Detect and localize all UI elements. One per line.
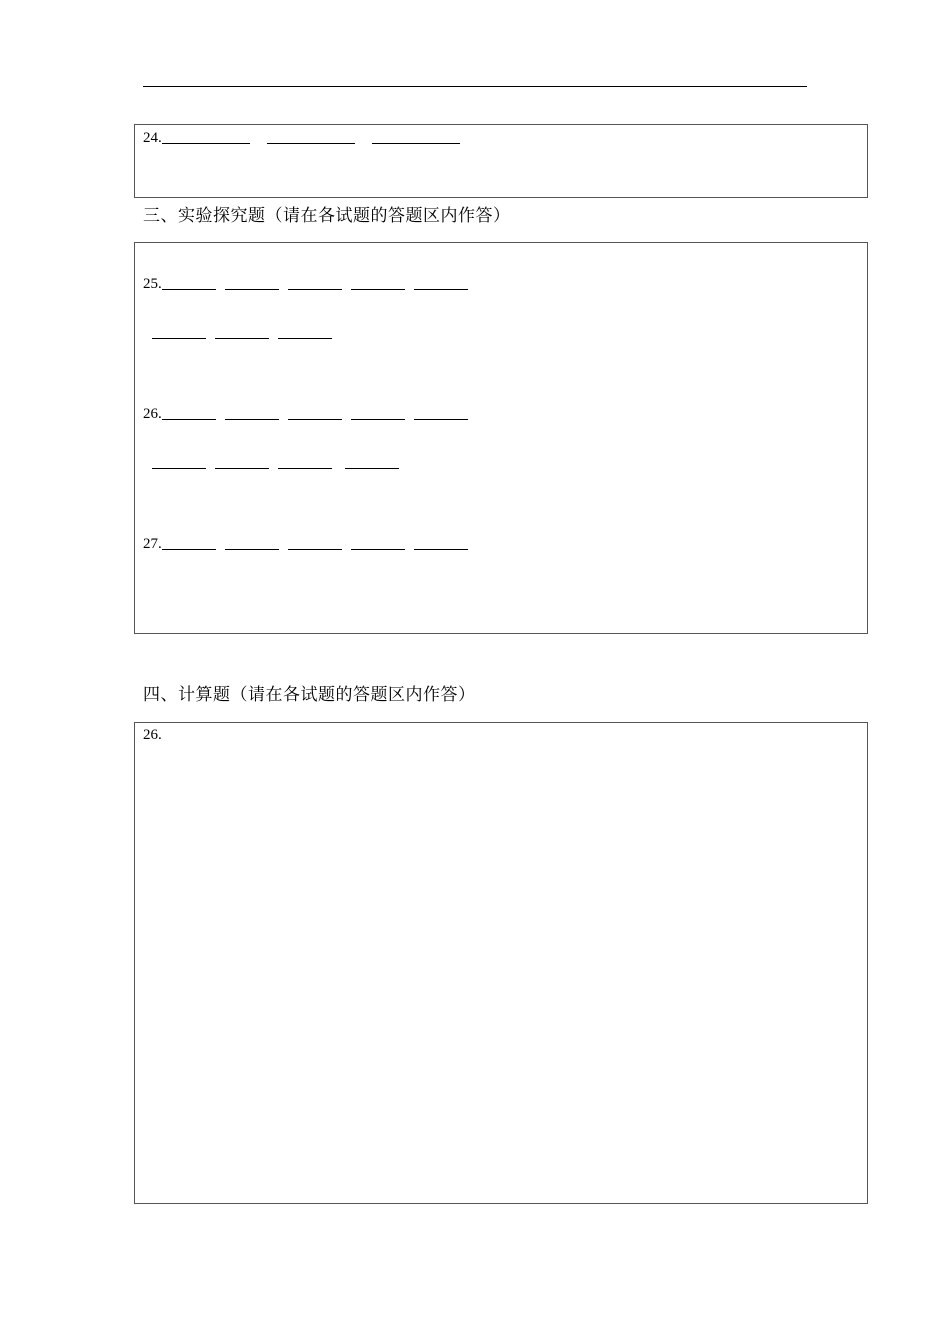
answer-blank[interactable] xyxy=(225,289,279,290)
section-heading-experiment: 三、实验探究题（请在各试题的答题区内作答） xyxy=(143,206,511,226)
answer-blank[interactable] xyxy=(162,289,216,290)
question-number: 26. xyxy=(143,406,162,422)
answer-box-calculation[interactable] xyxy=(134,722,868,1204)
answer-row-calc xyxy=(143,727,162,744)
answer-box-q24 xyxy=(134,124,868,198)
question-number: 24. xyxy=(143,130,162,146)
answer-blank[interactable] xyxy=(414,419,468,420)
answer-blank[interactable] xyxy=(288,549,342,550)
answer-blank[interactable] xyxy=(351,289,405,290)
answer-blank[interactable] xyxy=(414,549,468,550)
question-number: 26. xyxy=(143,727,162,743)
answer-blank[interactable] xyxy=(351,419,405,420)
answer-blank[interactable] xyxy=(215,468,269,469)
question-number: 25. xyxy=(143,276,162,292)
answer-blank[interactable] xyxy=(152,468,206,469)
answer-blank[interactable] xyxy=(288,419,342,420)
answer-row-q24 xyxy=(143,130,460,147)
answer-blank[interactable] xyxy=(288,289,342,290)
answer-row-q25 xyxy=(143,276,468,293)
answer-blank[interactable] xyxy=(414,289,468,290)
answer-row-q26-cont xyxy=(152,468,399,472)
answer-box-experiment xyxy=(134,242,868,634)
answer-row-q26 xyxy=(143,406,468,423)
header-rule xyxy=(143,86,807,87)
answer-blank[interactable] xyxy=(162,549,216,550)
answer-row-q25-cont xyxy=(152,338,332,342)
answer-blank[interactable] xyxy=(162,419,216,420)
answer-blank[interactable] xyxy=(372,143,460,144)
question-number: 27. xyxy=(143,536,162,552)
answer-blank[interactable] xyxy=(278,468,332,469)
answer-blank[interactable] xyxy=(278,338,332,339)
answer-blank[interactable] xyxy=(162,143,250,144)
answer-blank[interactable] xyxy=(351,549,405,550)
section-heading-calculation: 四、计算题（请在各试题的答题区内作答） xyxy=(143,685,476,705)
answer-blank[interactable] xyxy=(152,338,206,339)
answer-blank[interactable] xyxy=(267,143,355,144)
answer-blank[interactable] xyxy=(225,419,279,420)
answer-row-q27 xyxy=(143,536,468,553)
answer-blank[interactable] xyxy=(225,549,279,550)
answer-blank[interactable] xyxy=(215,338,269,339)
answer-blank[interactable] xyxy=(345,468,399,469)
